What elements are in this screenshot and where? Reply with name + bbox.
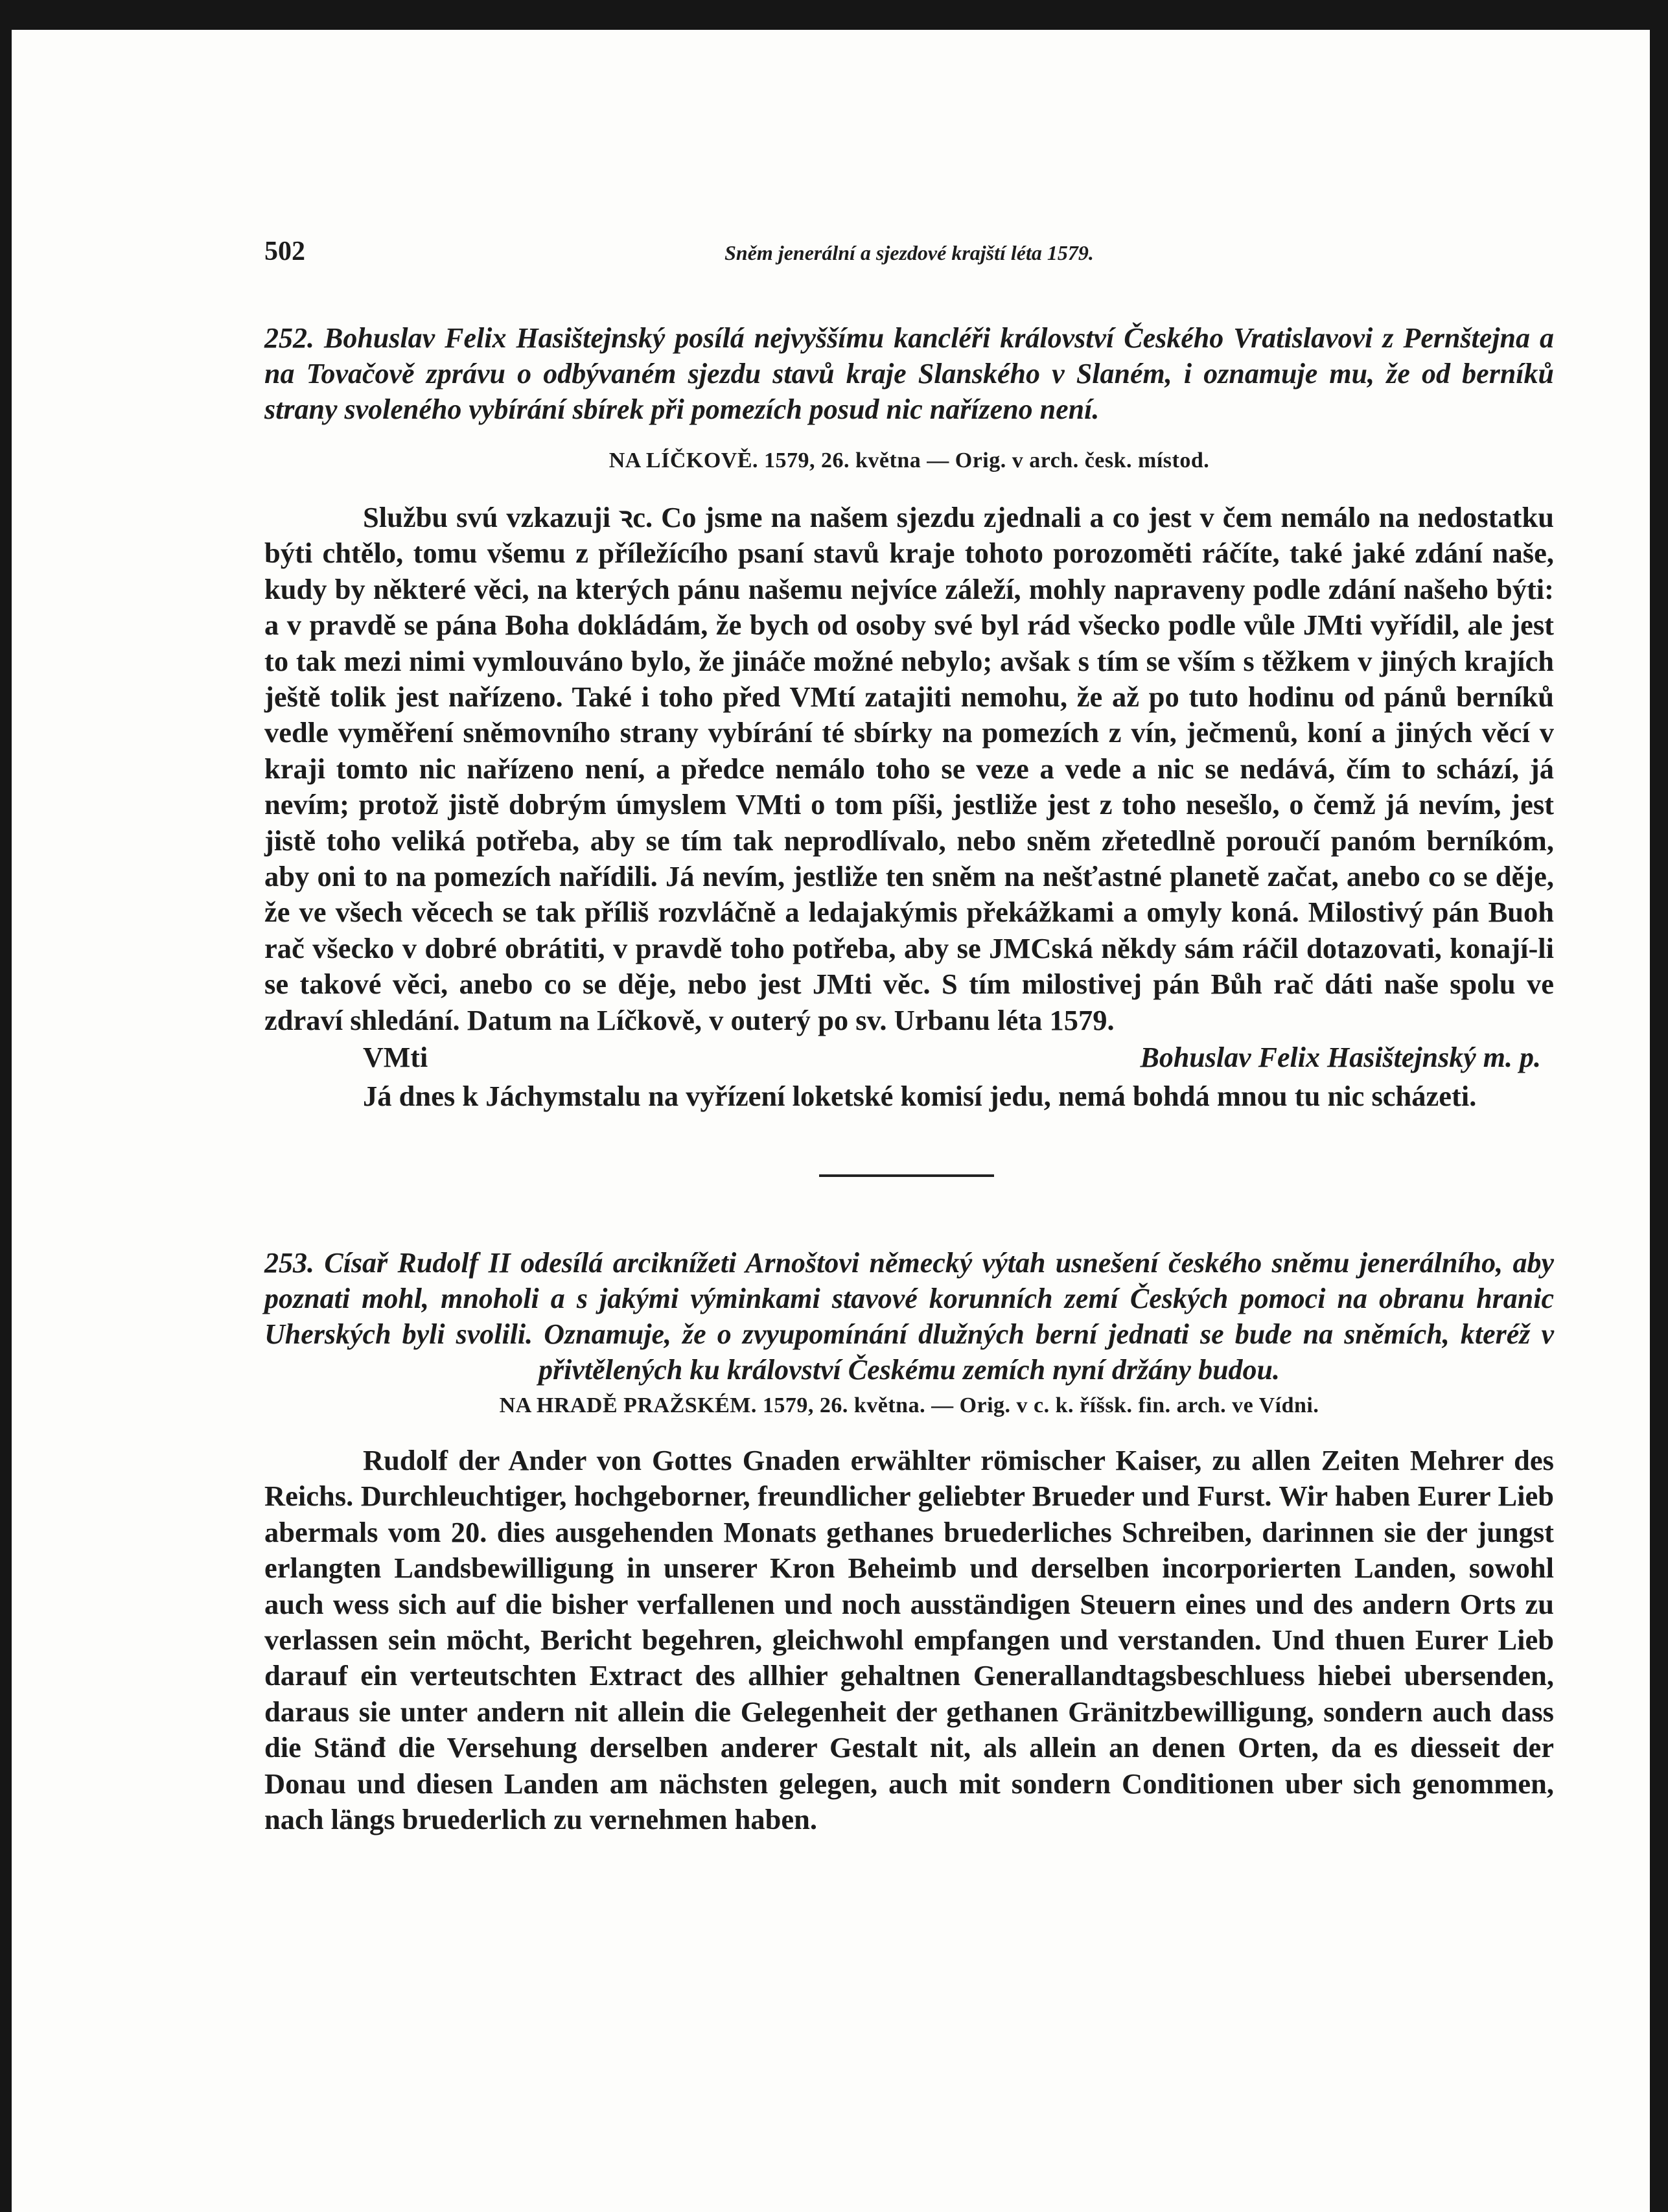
addressee: VMti — [363, 1042, 428, 1073]
document-252-summary: 252. Bohuslav Felix Hasištejnský posílá nejvyššímu kancléři království Českého Vratislavovi z Pernštejna a na Tovačově zprávu o odbývaném sjezdu stavů kraje Slanského v Slaném, i oznamuje mu, že od berníků strany svoleného vybírání sbírek při pomezích posud nic nařízeno není. — [264, 322, 1554, 425]
page-number: 502 — [264, 237, 305, 266]
document-252-body: Službu svú vzkazuji ꝛc. Co jsme na našem sjezdu zjednali a co jest v čem nemálo na nedostatku býti chtělo, tomu všemu z příležícího psaní stavů kraje tohoto porozoměti ráčíte, také jaké zdání naše, kudy by některé věci, na kterých pánu našemu nejvíce záleží, mohly napraveny podle zdání našeho býti: a v pravdě se pána Boha dokládám, že bych od osoby své byl rád všecko podle vůle JMti vyřídil, ale jest to tak mezi nimi vymlouváno bylo, že jináče možné nebylo; avšak s tím se vším s těžkem v jiných krajích ještě tolik jest nařízeno. Také i toho před VMtí zatajiti nemohu, že až po tuto hodinu od pánů berníků vedle vyměření sněmovního strany vybírání té sbírky na pomezích z vín, ječmenů, koní a jiných věcí v kraji tomto nic nařízeno není, a předce nemálo toho se veze a vede a nic se nedává, čím to schází, já nevím; protož jistě dobrým úmyslem VMti o tom píši, jestliže jest z toho nesešlo, o čemž já nevím, jest jistě toho veliká potřeba, aby se tím tak neprodlívalo, nebo sněm zřetedlně poroučí panóm berníkóm, aby oni to na pomezích nařídili. Já nevím, jestliže ten sněm na nešťastné planetě začat, anebo co se děje, že ve všech věcech se tak příliš rozvláčně a ledajakýmis překážkami a omyly koná. Milostivý pán Buoh rač všecko v dobré obrátiti, v pravdě toho potřeba, aby se JMCská někdy sám ráčil dotazovati, konají-li se takové věci, anebo co se děje, nebo jest JMti věc. S tím milostivej pán Bůh rač dáti naše spolu ve zdraví shledání. Datum na Líčkově, v outerý po sv. Urbanu léta 1579. — [264, 501, 1554, 1036]
document-253-body: Rudolf der Ander von Gottes Gnaden erwählter römischer Kaiser, zu allen Zeiten Mehrer des Reichs. Durchleuchtiger, hochgeborner, freundlicher geliebter Brueder und Furst. Wir haben Eurer Lieb abermals vom 20. dies ausgehenden Monats gethanes bruederliches Schreiben, darinnen sie der jungst erlangten Landsbewilligung in unserer Kron Beheimb und derselben incorporierten Landen, sowohl auch wess sich auf die bisher verfallenen und noch ausständigen Steuern eines und des andern Orts zu verlassen sein möcht, Bericht begehren, gleichwohl empfangen und verstanden. Und thuen Eurer Lieb darauf ein verteutschten Extract des allhier gehaltnen Generallandtagsbeschluess hiebei ubersenden, daraus sie unter andern nit allein die Gelegenheit der gethanen Gränitzbewilligung, sondern auch dass die Stänđ die Versehung derselben anderer Gestalt nit, als allein an denen Orten, da es diesseit der Donau und diesen Landen am nächsten gelegen, auch mit sondern Conditionen uber sich genommen, nach längs bruederlich zu vernehmen haben. — [264, 1444, 1554, 1836]
page-header — [264, 236, 1554, 275]
book-page — [12, 30, 1650, 2212]
running-title: Sněm jenerální a sjezdové krajští léta 1579. — [724, 241, 1094, 264]
document-253-summary: 253. Císař Rudolf II odesílá arciknížeti Arnoštovi německý výtah usnešení českého sněmu jenerálního, aby poznati mohl, mnoholi a s jakými výminkami stavové korunních zemí Českých pomoci na obranu hranic Uherských byli svolili. Oznamuje, že o zvyupomínání dlužných berní jednati se bude na sněmích, kteréž v přivtělených ku království Českému zemích nyní držány budou. — [264, 1247, 1554, 1386]
section-divider — [819, 1174, 994, 1177]
postscript: Já dnes k Jáchymstalu na vyřízení loketské komisí jedu, nemá bohdá mnou tu nic scházeti. — [363, 1080, 1477, 1112]
document-253-source: NA HRADĚ PRAŽSKÉM. 1579, 26. května. — Orig. v c. k. říšsk. fin. arch. ve Vídni. — [499, 1393, 1319, 1417]
signature: Bohuslav Felix Hasištejnský m. p. — [1140, 1042, 1541, 1073]
document-252-source: NA LÍČKOVĚ. 1579, 26. května — Orig. v arch. česk. místod. — [608, 448, 1210, 472]
signature-block — [363, 1041, 1554, 1077]
